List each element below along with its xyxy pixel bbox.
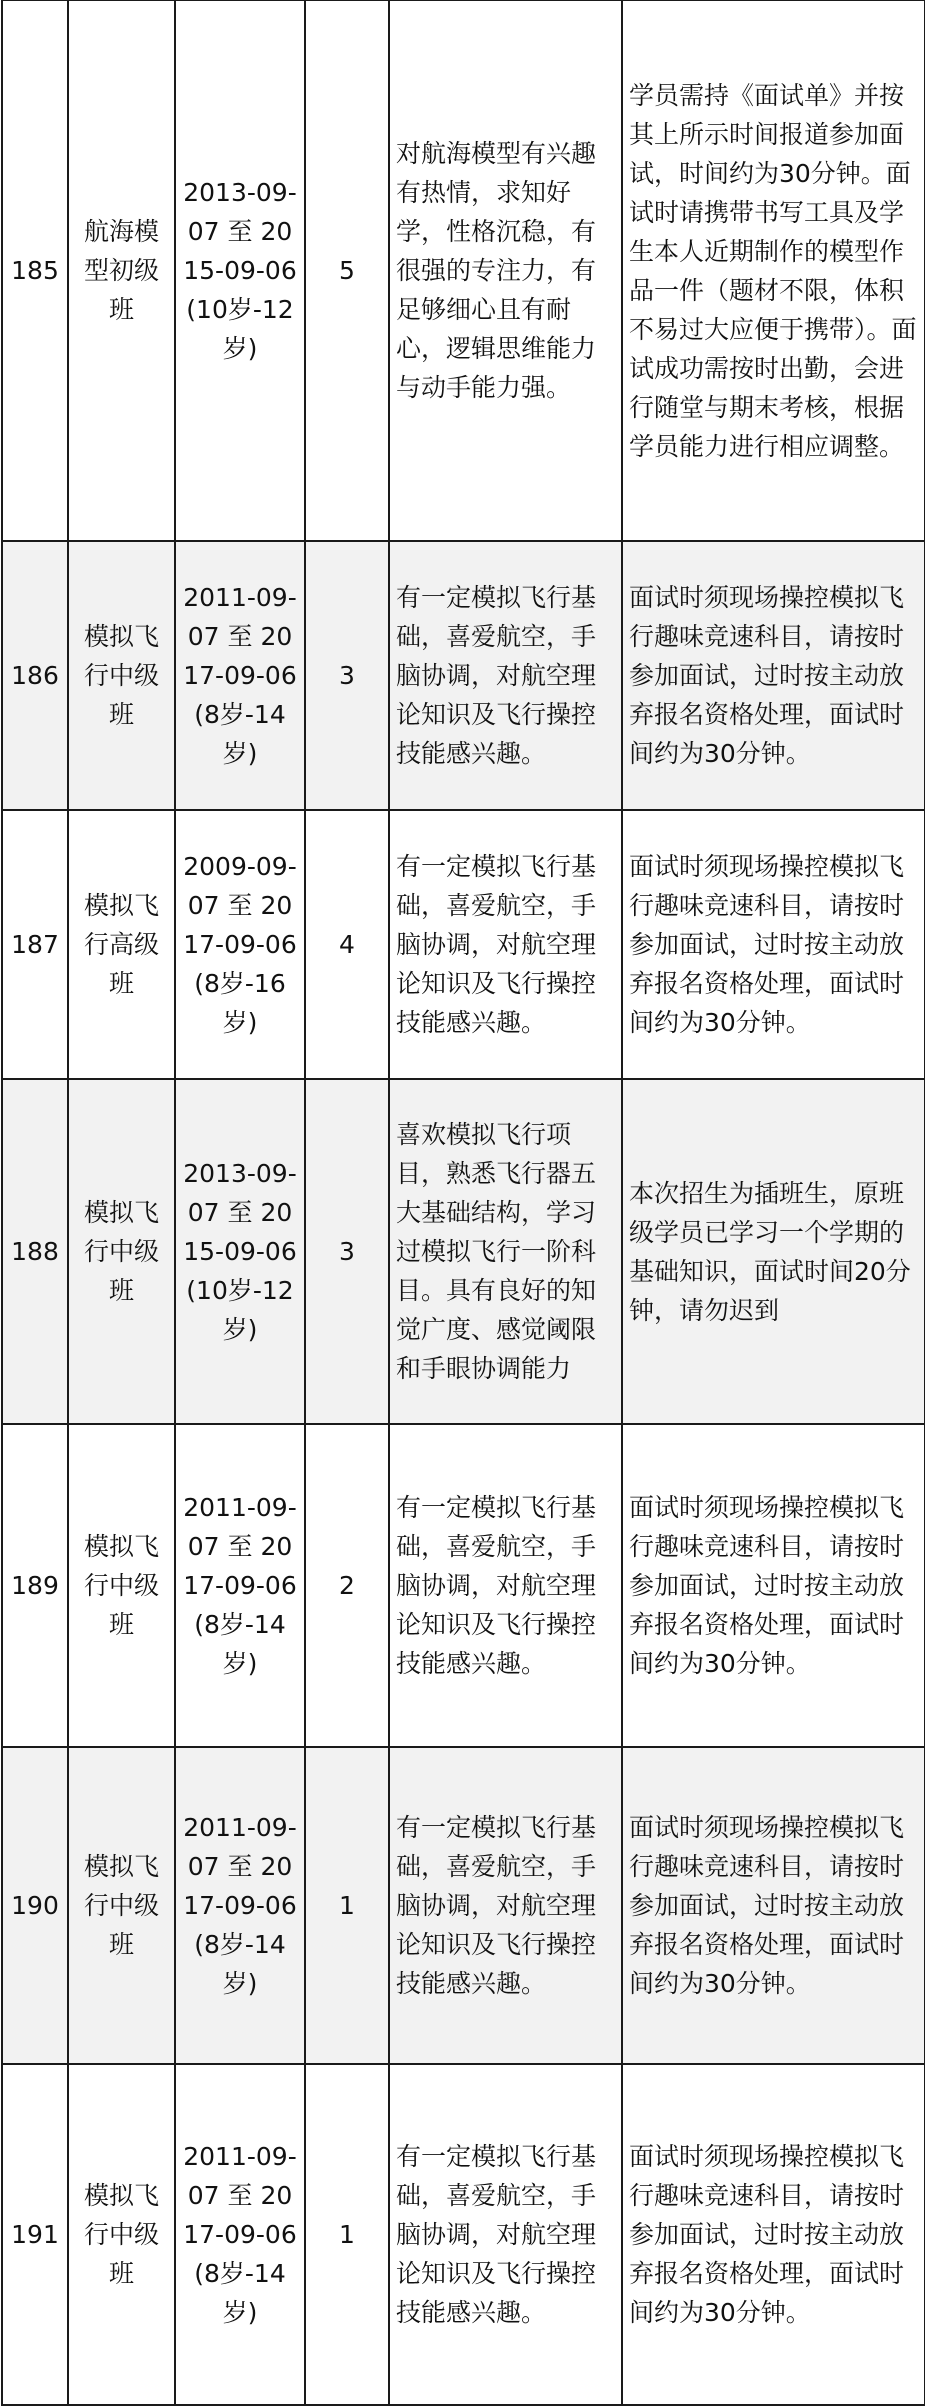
course-table-body [2, 0, 925, 2405]
seat-count-cell: 3 [305, 1079, 389, 1424]
seat-count-cell: 2 [305, 1424, 389, 1747]
course-id-cell: 185 [2, 0, 68, 541]
course-name-cell: 模拟飞行中级班 [68, 1747, 175, 2064]
course-name-cell: 模拟飞行高级班 [68, 810, 175, 1079]
course-id-cell: 186 [2, 541, 68, 810]
course-name-cell: 模拟飞行中级班 [68, 541, 175, 810]
table-row [2, 541, 925, 810]
requirements-cell: 有一定模拟飞行基础，喜爱航空，手脑协调，对航空理论知识及飞行操控技能感兴趣。 [389, 810, 622, 1079]
requirements-cell: 有一定模拟飞行基础，喜爱航空，手脑协调，对航空理论知识及飞行操控技能感兴趣。 [389, 541, 622, 810]
requirements-cell: 有一定模拟飞行基础，喜爱航空，手脑协调，对航空理论知识及飞行操控技能感兴趣。 [389, 1424, 622, 1747]
course-id-cell: 189 [2, 1424, 68, 1747]
course-name-cell: 模拟飞行中级班 [68, 2064, 175, 2405]
birth-date-range-cell: 2011-09-07 至 2017-09-06(8岁-14岁) [175, 541, 305, 810]
seat-count-cell: 4 [305, 810, 389, 1079]
course-table [1, 0, 925, 2406]
course-id-cell: 187 [2, 810, 68, 1079]
table-row [2, 1747, 925, 2064]
course-name-cell: 模拟飞行中级班 [68, 1424, 175, 1747]
table-row [2, 2064, 925, 2405]
notes-cell: 学员需持《面试单》并按其上所示时间报道参加面试，时间约为30分钟。面试时请携带书写工具及学生本人近期制作的模型作品一件（题材不限，体积不易过大应便于携带）。面试成功需按时出勤，会进行随堂与期末考核，根据学员能力进行相应调整。 [622, 0, 925, 541]
course-name-cell: 航海模型初级班 [68, 0, 175, 541]
seat-count-cell: 1 [305, 2064, 389, 2405]
course-id-cell: 188 [2, 1079, 68, 1424]
notes-cell: 面试时须现场操控模拟飞行趣味竞速科目，请按时参加面试，过时按主动放弃报名资格处理，面试时间约为30分钟。 [622, 1424, 925, 1747]
requirements-cell: 对航海模型有兴趣有热情，求知好学，性格沉稳，有很强的专注力，有足够细心且有耐心，逻辑思维能力与动手能力强。 [389, 0, 622, 541]
birth-date-range-cell: 2011-09-07 至 2017-09-06(8岁-14岁) [175, 1747, 305, 2064]
requirements-cell: 有一定模拟飞行基础，喜爱航空，手脑协调，对航空理论知识及飞行操控技能感兴趣。 [389, 2064, 622, 2405]
table-row [2, 0, 925, 541]
notes-cell: 面试时须现场操控模拟飞行趣味竞速科目，请按时参加面试，过时按主动放弃报名资格处理，面试时间约为30分钟。 [622, 810, 925, 1079]
course-id-cell: 190 [2, 1747, 68, 2064]
table-row [2, 1079, 925, 1424]
notes-cell: 本次招生为插班生，原班级学员已学习一个学期的基础知识，面试时间20分钟，请勿迟到 [622, 1079, 925, 1424]
birth-date-range-cell: 2011-09-07 至 2017-09-06(8岁-14岁) [175, 1424, 305, 1747]
seat-count-cell: 5 [305, 0, 389, 541]
birth-date-range-cell: 2013-09-07 至 2015-09-06(10岁-12岁) [175, 1079, 305, 1424]
requirements-cell: 有一定模拟飞行基础，喜爱航空，手脑协调，对航空理论知识及飞行操控技能感兴趣。 [389, 1747, 622, 2064]
birth-date-range-cell: 2013-09-07 至 2015-09-06(10岁-12岁) [175, 0, 305, 541]
birth-date-range-cell: 2011-09-07 至 2017-09-06(8岁-14岁) [175, 2064, 305, 2405]
requirements-cell: 喜欢模拟飞行项目，熟悉飞行器五大基础结构，学习过模拟飞行一阶科目。具有良好的知觉广度、感觉阈限和手眼协调能力 [389, 1079, 622, 1424]
seat-count-cell: 1 [305, 1747, 389, 2064]
notes-cell: 面试时须现场操控模拟飞行趣味竞速科目，请按时参加面试，过时按主动放弃报名资格处理，面试时间约为30分钟。 [622, 541, 925, 810]
course-name-cell: 模拟飞行中级班 [68, 1079, 175, 1424]
birth-date-range-cell: 2009-09-07 至 2017-09-06(8岁-16岁) [175, 810, 305, 1079]
table-row [2, 1424, 925, 1747]
notes-cell: 面试时须现场操控模拟飞行趣味竞速科目，请按时参加面试，过时按主动放弃报名资格处理，面试时间约为30分钟。 [622, 2064, 925, 2405]
notes-cell: 面试时须现场操控模拟飞行趣味竞速科目，请按时参加面试，过时按主动放弃报名资格处理，面试时间约为30分钟。 [622, 1747, 925, 2064]
seat-count-cell: 3 [305, 541, 389, 810]
table-row [2, 810, 925, 1079]
course-id-cell: 191 [2, 2064, 68, 2405]
